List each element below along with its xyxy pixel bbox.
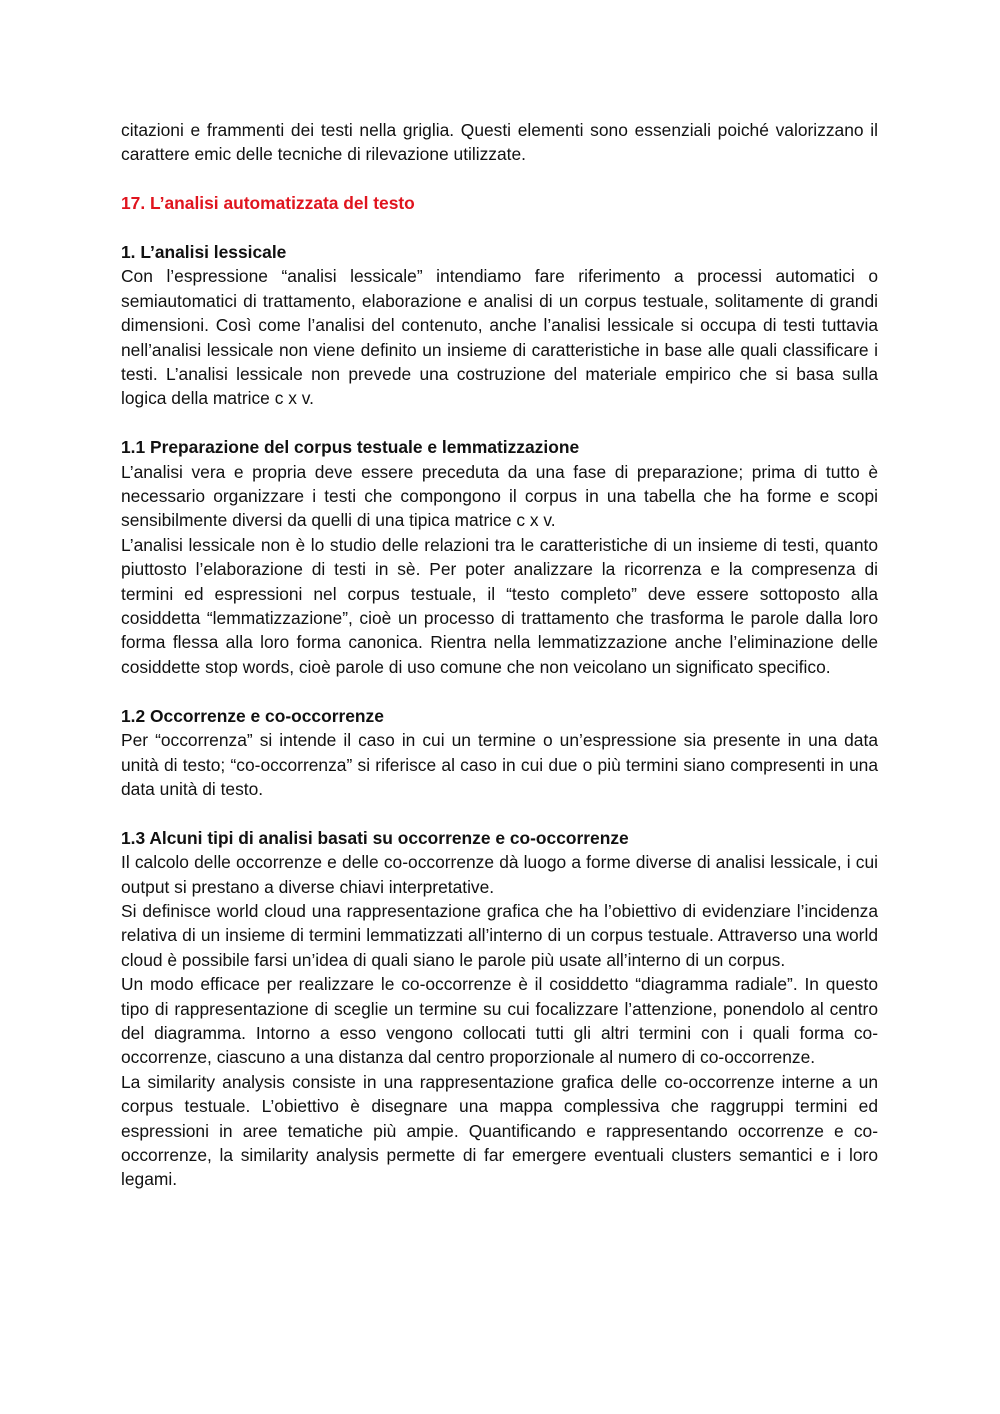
paragraph-preparazione-1: L’analisi vera e propria deve essere preceduta da una fase di preparazione; prima di tutto è necessario organizzare i testi che compongono il corpus in una tabella che ha forme e scopi sensibilmente diversi da quelli di una tipica matrice c x v.: [121, 461, 878, 531]
paragraph-similarity-analysis: La similarity analysis consiste in una rappresentazione grafica delle co-occorrenze interne a un corpus testuale. L’obiettivo è disegnare una mappa complessiva che raggruppi termini ed espressioni in aree tematiche più ampie. Quantificando e rappresentando occorrenze e co-occorrenze, la similarity analysis permette di far emergere eventuali clusters semantici e i loro legami.: [121, 1071, 878, 1190]
spacer: [121, 411, 878, 435]
spacer: [121, 216, 878, 240]
paragraph-tipi-analisi-1: Il calcolo delle occorrenze e delle co-occorrenze dà luogo a forme diverse di analisi lessicale, i cui output si prestano a diverse chiavi interpretative.: [121, 852, 878, 897]
spacer: [121, 679, 878, 703]
spacer: [121, 801, 878, 825]
section-title-preparazione-corpus: 1.1 Preparazione del corpus testuale e lemmatizzazione: [121, 437, 580, 458]
section-title-analisi-lessicale: 1. L’analisi lessicale: [121, 242, 287, 262]
chapter-title: 17. L’analisi automatizzata del testo: [121, 193, 415, 214]
spacer: [121, 167, 878, 191]
intro-paragraph: citazioni e frammenti dei testi nella griglia. Questi elementi sono essenziali poiché valorizzano il carattere emic delle tecniche di rilevazione utilizzate.: [121, 120, 878, 165]
section-title-tipi-analisi: 1.3 Alcuni tipi di analisi basati su occorrenze e co-occorrenze: [121, 827, 629, 848]
document-page: [121, 118, 878, 1192]
paragraph-world-cloud: Si definisce world cloud una rappresentazione grafica che ha l’obiettivo di evidenziare l’incidenza relativa di un insieme di termini lemmatizzati all’interno di un corpus testuale. Attraverso una world cloud è possibile farsi un’idea di quali siano le parole più usate all’interno di un corpus.: [121, 900, 878, 970]
paragraph-preparazione-2: L’analisi lessicale non è lo studio delle relazioni tra le caratteristiche di un insieme di testi, quanto piuttosto l’elaborazione di testi in sè. Per poter analizzare la ricorrenza e la compresenza di termini ed espressioni nel corpus testuale, il “testo completo” deve essere sottoposto alla cosiddetta “lemmatizzazione”, cioè un processo di trattamento che trasforma le parole dalla loro forma flessa alla loro forma canonica. Rientra nella lemmatizzazione anche l’eliminazione delle cosiddette stop words, cioè parole di uso comune che non veicolano un significato specifico.: [121, 534, 878, 677]
paragraph-occorrenze: Per “occorrenza” si intende il caso in cui un termine o un’espressione sia presente in una data unità di testo; “co-occorrenza” si riferisce al caso in cui due o più termini siano compresenti in una data unità di testo.: [121, 730, 878, 799]
paragraph-diagramma-radiale: Un modo efficace per realizzare le co-occorrenze è il cosiddetto “diagramma radiale”. In questo tipo di rappresentazione di sceglie un termine su cui focalizzare l’attenzione, ponendolo al centro del diagramma. Intorno a esso vengono collocati tutti gli altri termini con i quali forma co-occorrenze, ciascuno a una distanza dal centro proporzionale al numero di co-occorrenze.: [121, 974, 878, 1068]
paragraph-analisi-lessicale: Con l’espressione “analisi lessicale” intendiamo fare riferimento a processi automatici o semiautomatici di trattamento, elaborazione e analisi di un corpus testuale, solitamente di grandi dimensioni. Così come l’analisi del contenuto, anche l’analisi lessicale si occupa di testi tuttavia nell’analisi lessicale non viene definito un insieme di caratteristiche in base alle quali classificare i testi. L’analisi lessicale non prevede una costruzione del materiale empirico che si basa sulla logica della matrice c x v.: [121, 266, 878, 409]
section-title-occorrenze: 1.2 Occorrenze e co-occorrenze: [121, 705, 384, 726]
